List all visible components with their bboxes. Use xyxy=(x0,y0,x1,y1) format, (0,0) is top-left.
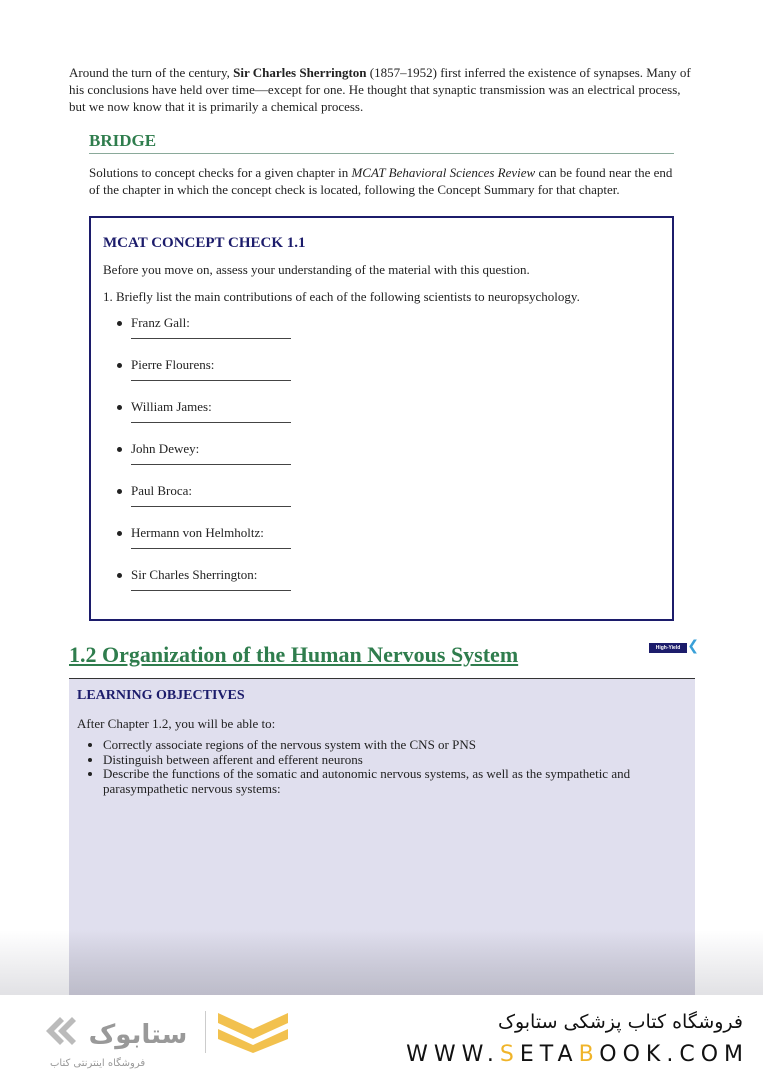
list-item: • Distinguish between afferent and efferent neurons xyxy=(103,753,663,768)
url-part: OOK.COM xyxy=(599,1042,749,1067)
concept-check-intro: Before you move on, assess your understanding of the material with this question. xyxy=(103,262,530,277)
section-header xyxy=(69,638,699,669)
scientist-label: William James: xyxy=(131,399,212,414)
url-part: WWW. xyxy=(406,1042,500,1067)
objectives-list xyxy=(103,738,663,796)
list-item xyxy=(105,525,660,567)
high-yield-badge: High-Yield xyxy=(649,643,687,653)
store-name: فروشگاه کتاب پزشکی ستابوک xyxy=(497,1011,743,1033)
store-url[interactable] xyxy=(406,1042,749,1068)
scientist-label: Paul Broca: xyxy=(131,483,193,498)
bridge-note xyxy=(89,131,674,198)
scientist-label: Hermann von Helmholtz: xyxy=(131,525,264,540)
url-part: B xyxy=(578,1042,600,1067)
scientist-label: Pierre Flourens: xyxy=(131,357,215,372)
answer-blank[interactable] xyxy=(131,541,291,549)
answer-blank[interactable] xyxy=(131,331,291,339)
answer-blank[interactable] xyxy=(131,583,291,591)
list-item: • Describe the functions of the somatic and autonomic nervous systems, as well as the sympathetic and parasympathetic nervous systems: xyxy=(103,767,663,796)
setabook-logo xyxy=(38,1009,298,1053)
logo-subtitle: فروشگاه اینترنتی کتاب xyxy=(50,1058,146,1069)
concept-check-question: 1. Briefly list the main contributions of each of the following scientists to neuropsychology. xyxy=(103,289,580,304)
double-chevron-icon xyxy=(46,1017,76,1045)
url-part: ETA xyxy=(519,1042,579,1067)
url-part: S xyxy=(499,1042,520,1067)
scientist-label: John Dewey: xyxy=(131,441,200,456)
bridge-divider xyxy=(89,153,674,154)
logo-wordmark: ستابوک xyxy=(88,1020,188,1050)
intro-paragraph xyxy=(69,64,695,115)
intro-text-2: (1857–1952) first inferred the existence of synapses. Many of his conclusions have held over time—except for one. He thought that synaptic transmission was an electrical process, but we now know that it is primarily a chemical process. xyxy=(69,65,691,114)
concept-check-title: MCAT CONCEPT CHECK 1.1 xyxy=(103,235,306,251)
list-item xyxy=(105,483,660,525)
bridge-post: can be found near the end of the chapter in which the concept check is located, following the Concept Summary for that chapter. xyxy=(89,165,673,197)
list-item: • Correctly associate regions of the nervous system with the CNS or PNS xyxy=(103,738,663,753)
list-item xyxy=(105,441,660,483)
list-item xyxy=(105,357,660,399)
list-item xyxy=(105,315,660,357)
watermark-footer xyxy=(0,995,763,1080)
chevron-left-icon: ❮ xyxy=(687,638,699,654)
intro-text: Around the turn of the century, xyxy=(69,65,234,80)
section-title[interactable]: 1.2 Organization of the Human Nervous System xyxy=(69,642,519,667)
bridge-text xyxy=(89,164,674,198)
scientist-label: Sir Charles Sherrington: xyxy=(131,567,258,582)
answer-blank[interactable] xyxy=(131,457,291,465)
learning-objectives-intro: After Chapter 1.2, you will be able to: xyxy=(77,716,276,731)
concept-check-box xyxy=(89,216,674,621)
page-column xyxy=(69,64,699,998)
bridge-heading: BRIDGE xyxy=(89,131,157,150)
learning-objectives-box xyxy=(69,678,695,998)
intro-bold: Sir Charles Sherrington xyxy=(233,65,367,80)
list-item xyxy=(105,567,660,609)
scientist-label: Franz Gall: xyxy=(131,315,190,330)
list-item xyxy=(105,399,660,441)
bridge-book-title: MCAT Behavioral Sciences Review xyxy=(351,165,536,180)
scientist-list xyxy=(105,315,660,609)
answer-blank[interactable] xyxy=(131,415,291,423)
answer-blank[interactable] xyxy=(131,373,291,381)
learning-objectives-heading: LEARNING OBJECTIVES xyxy=(77,688,245,703)
answer-blank[interactable] xyxy=(131,499,291,507)
bridge-pre: Solutions to concept checks for a given chapter in xyxy=(89,165,352,180)
